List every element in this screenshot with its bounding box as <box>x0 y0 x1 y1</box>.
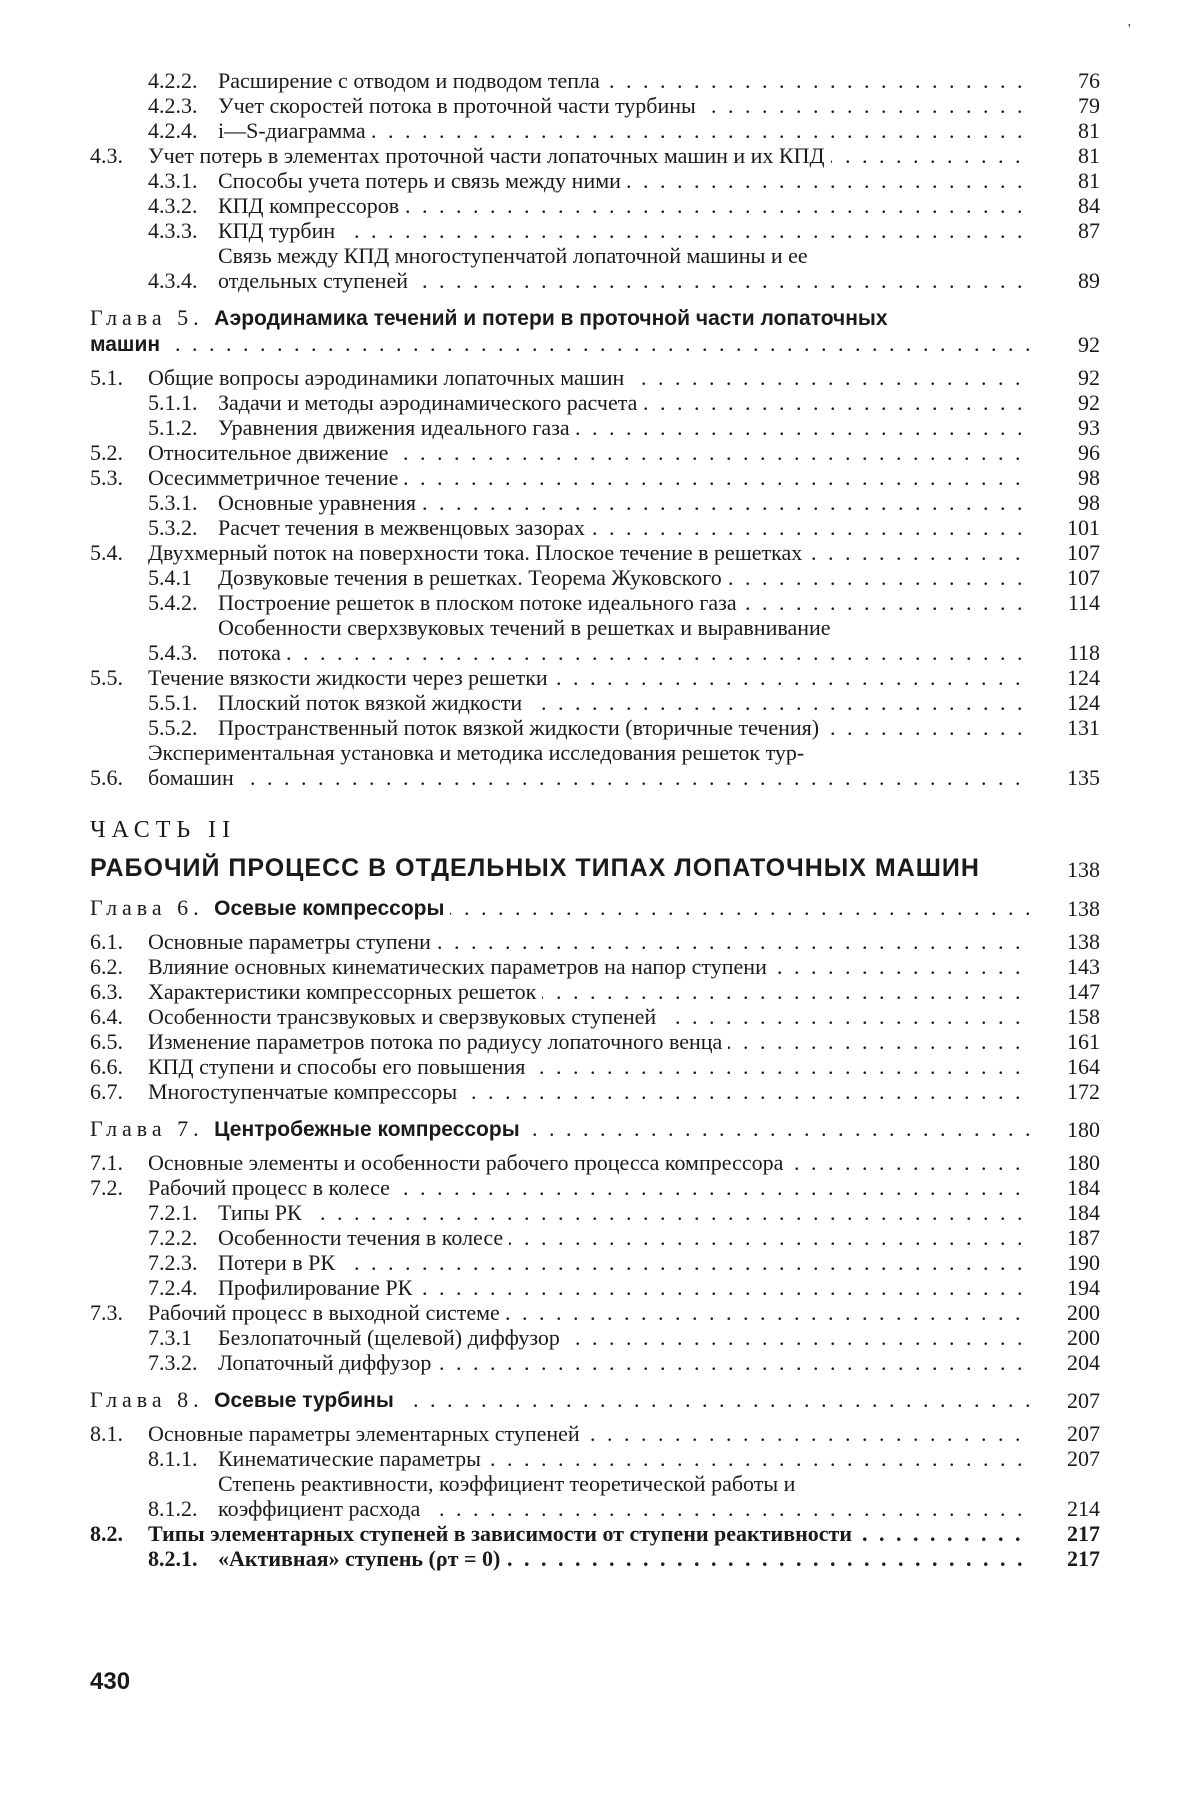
section-row <box>90 665 1100 690</box>
section-row <box>90 1421 1100 1446</box>
toc-page-number: 92 <box>1078 390 1100 415</box>
section-title-text: Рабочий процесс в выходной системе <box>148 1300 506 1325</box>
section-title <box>218 1325 1030 1350</box>
toc-page-number: 81 <box>1078 118 1100 143</box>
section-title-text: Построение решеток в плоском потоке идеального газа <box>218 590 743 615</box>
section-title <box>148 465 1030 490</box>
part-title: РАБОЧИЙ ПРОЦЕСС В ОТДЕЛЬНЫХ ТИПАХ ЛОПАТОЧНЫХ МАШИН <box>90 854 980 882</box>
section-row <box>90 440 1100 465</box>
section-number: 5.4.3. <box>148 640 198 665</box>
section-number: 6.2. <box>90 954 123 979</box>
section-row <box>90 1054 1100 1079</box>
toc-page-number: 81 <box>1078 168 1100 193</box>
section-title-text: Профилирование РК <box>218 1275 418 1300</box>
part-title-row <box>90 854 1100 883</box>
section-title-cont: потока <box>218 640 287 665</box>
subsection-row <box>90 68 1100 93</box>
subsection-row <box>90 615 1100 665</box>
section-title <box>148 1029 1030 1054</box>
toc-page-number: 164 <box>1067 1054 1100 1079</box>
toc-page-number: 217 <box>1067 1546 1100 1571</box>
toc-page-number: 207 <box>1067 1388 1100 1413</box>
subsection-row <box>90 1275 1100 1300</box>
section-title <box>218 1446 1030 1471</box>
toc-page-number: 187 <box>1067 1225 1100 1250</box>
section-title <box>148 1054 1030 1079</box>
section-title <box>148 665 1030 690</box>
section-row <box>90 143 1100 168</box>
section-title-line: Степень реактивности, коэффициент теоретической работы и <box>218 1471 796 1496</box>
section-title-text: Пространственный поток вязкой жидкости (вторичные течения) <box>218 715 825 740</box>
section-title-cont: отдельных ступеней <box>218 268 414 293</box>
section-title-text: Расширение с отводом и подводом тепла <box>218 68 606 93</box>
toc-page-number: 96 <box>1078 440 1100 465</box>
section-row <box>90 365 1100 390</box>
section-number: 5.1.2. <box>148 415 198 440</box>
section-title <box>218 93 1030 118</box>
chapter-title-line <box>90 305 1030 331</box>
toc-page-number: 93 <box>1078 415 1100 440</box>
section-number: 6.1. <box>90 929 123 954</box>
section-number: 5.2. <box>90 440 123 465</box>
section-number: 7.3. <box>90 1300 123 1325</box>
section-row <box>90 1521 1100 1546</box>
section-title-text: КПД турбин <box>218 218 341 243</box>
section-title <box>218 1200 1030 1225</box>
toc-page-number: 138 <box>1067 857 1100 882</box>
section-title <box>218 690 1030 715</box>
subsection-row <box>90 415 1100 440</box>
section-title <box>218 565 1030 590</box>
section-number: 7.2.3. <box>148 1250 198 1275</box>
section-number: 7.2. <box>90 1175 123 1200</box>
section-title <box>218 415 1030 440</box>
section-title-text: Учет скоростей потока в проточной части турбины <box>218 93 702 118</box>
section-row <box>90 1150 1100 1175</box>
chapter-row <box>90 895 1100 921</box>
toc-page-number: 143 <box>1067 954 1100 979</box>
section-number: 5.1. <box>90 365 123 390</box>
toc-page-number: 204 <box>1067 1350 1100 1375</box>
toc-page-number: 135 <box>1067 765 1100 790</box>
section-title <box>148 1079 1030 1104</box>
section-title-line <box>218 1496 1030 1521</box>
subsection-row <box>90 715 1100 740</box>
section-title <box>218 1275 1030 1300</box>
section-number: 6.4. <box>90 1004 123 1029</box>
section-number: 4.2.3. <box>148 93 198 118</box>
subsection-row <box>90 515 1100 540</box>
section-title-text: Уравнения движения идеального газа <box>218 415 576 440</box>
section-title-text: Осесимметричное течение <box>148 465 404 490</box>
section-title-text: «Активная» ступень (ρт = 0) <box>218 1546 506 1571</box>
section-number: 5.5.1. <box>148 690 198 715</box>
table-of-contents <box>90 68 1100 1571</box>
section-title-text: Плоский поток вязкой жидкости <box>218 690 528 715</box>
toc-page-number: 124 <box>1067 690 1100 715</box>
section-title <box>148 365 1030 390</box>
toc-page-number: 190 <box>1067 1250 1100 1275</box>
subsection-row <box>90 590 1100 615</box>
section-number: 7.3.1 <box>148 1325 192 1350</box>
section-number: 6.7. <box>90 1079 123 1104</box>
chapter-title-text <box>90 895 450 921</box>
chapter-name: Аэродинамика течений и потери в проточной части лопаточных <box>214 307 888 330</box>
subsection-row <box>90 1325 1100 1350</box>
chapter-title <box>90 1387 1030 1413</box>
chapter-title <box>90 1116 1030 1142</box>
toc-page-number: 79 <box>1078 93 1100 118</box>
section-row <box>90 465 1100 490</box>
section-title <box>218 193 1030 218</box>
chapter-name: машин <box>90 333 161 356</box>
section-title-text: Основные параметры ступени <box>148 929 437 954</box>
toc-page-number: 92 <box>1078 365 1100 390</box>
section-title-text: КПД ступени и способы его повышения <box>148 1054 531 1079</box>
subsection-row <box>90 1446 1100 1471</box>
page-number: 430 <box>90 1668 131 1695</box>
toc-page-number: 172 <box>1067 1079 1100 1104</box>
section-number: 8.1.2. <box>148 1496 198 1521</box>
chapter-title-line <box>90 1387 1030 1413</box>
toc-page-number: 180 <box>1067 1117 1100 1142</box>
chapter-name: Осевые компрессоры <box>214 897 445 920</box>
section-title <box>148 979 1030 1004</box>
section-title-text: Основные элементы и особенности рабочего процесса компрессора <box>148 1150 789 1175</box>
section-number: 4.3. <box>90 143 123 168</box>
toc-page-number: 180 <box>1067 1150 1100 1175</box>
section-title <box>148 1150 1030 1175</box>
toc-page-number: 200 <box>1067 1300 1100 1325</box>
section-title <box>148 540 1030 565</box>
section-title <box>218 615 1030 665</box>
section-title-text: Способы учета потерь и связь между ними <box>218 168 627 193</box>
section-title <box>148 929 1030 954</box>
section-row <box>90 929 1100 954</box>
toc-page-number: 92 <box>1078 332 1100 357</box>
section-row <box>90 1300 1100 1325</box>
chapter-lead: Глава 7. <box>90 1116 215 1141</box>
section-title-text: Типы элементарных ступеней в зависимости от ступени реактивности <box>148 1521 858 1546</box>
section-number: 5.1.1. <box>148 390 198 415</box>
section-number: 5.4.2. <box>148 590 198 615</box>
section-number: 7.2.2. <box>148 1225 198 1250</box>
corner-mark: ' <box>1128 22 1131 37</box>
toc-page-number: 107 <box>1067 565 1100 590</box>
section-number: 5.3. <box>90 465 123 490</box>
section-title-text: Потери в РК <box>218 1250 341 1275</box>
section-number: 8.2. <box>90 1521 123 1546</box>
toc-page-number: 98 <box>1078 465 1100 490</box>
section-title-line: Экспериментальная установка и методика исследования решеток тур- <box>148 740 805 765</box>
chapter-title <box>90 305 1030 357</box>
toc-page-number: 200 <box>1067 1325 1100 1350</box>
toc-page-number: 81 <box>1078 143 1100 168</box>
section-number: 5.3.2. <box>148 515 198 540</box>
subsection-row <box>90 218 1100 243</box>
section-title-text: Учет потерь в элементах проточной части лопаточных машин и их КПД <box>148 143 831 168</box>
section-number: 4.2.4. <box>148 118 198 143</box>
toc-page-number: 184 <box>1067 1175 1100 1200</box>
toc-page-number: 138 <box>1067 896 1100 921</box>
chapter-row <box>90 305 1100 357</box>
section-title-text: Общие вопросы аэродинамики лопаточных машин <box>148 365 630 390</box>
subsection-row <box>90 1350 1100 1375</box>
chapter-title-line <box>90 1116 1030 1142</box>
section-title <box>218 515 1030 540</box>
section-title-text: Рабочий процесс в колесе <box>148 1175 396 1200</box>
section-title-cont: коэффициент расхода <box>218 1496 426 1521</box>
section-title-line <box>218 640 1030 665</box>
section-number: 8.1. <box>90 1421 123 1446</box>
section-row <box>90 954 1100 979</box>
chapter-row <box>90 1387 1100 1413</box>
section-title <box>148 1421 1030 1446</box>
subsection-row <box>90 1225 1100 1250</box>
toc-page-number: 89 <box>1078 268 1100 293</box>
section-number: 8.1.1. <box>148 1446 198 1471</box>
toc-page-number: 194 <box>1067 1275 1100 1300</box>
section-row <box>90 540 1100 565</box>
section-number: 4.3.2. <box>148 193 198 218</box>
section-title-text: Кинематические параметры <box>218 1446 487 1471</box>
section-title-line: Связь между КПД многоступенчатой лопаточной машины и ее <box>218 243 808 268</box>
section-title <box>218 715 1030 740</box>
section-row <box>90 1004 1100 1029</box>
section-number: 4.3.4. <box>148 268 198 293</box>
toc-page-number: 147 <box>1067 979 1100 1004</box>
section-title-text: Безлопаточный (щелевой) диффузор <box>218 1325 566 1350</box>
section-title <box>218 243 1030 293</box>
section-title-text: Течение вязкости жидкости через решетки <box>148 665 554 690</box>
chapter-title-text <box>90 1387 400 1413</box>
chapter-title-line <box>90 895 1030 921</box>
section-title <box>218 1471 1030 1521</box>
toc-page-number: 161 <box>1067 1029 1100 1054</box>
section-title <box>218 1350 1030 1375</box>
section-number: 4.2.2. <box>148 68 198 93</box>
section-title-text: Задачи и методы аэродинамического расчета <box>218 390 643 415</box>
subsection-row <box>90 1200 1100 1225</box>
subsection-row <box>90 490 1100 515</box>
toc-page-number: 124 <box>1067 665 1100 690</box>
section-title <box>148 954 1030 979</box>
toc-page-number: 138 <box>1067 929 1100 954</box>
section-title <box>148 740 1030 790</box>
subsection-row <box>90 193 1100 218</box>
chapter-title-line <box>90 331 1030 357</box>
toc-page-number: 87 <box>1078 218 1100 243</box>
section-number: 5.5.2. <box>148 715 198 740</box>
section-number: 5.6. <box>90 765 123 790</box>
section-title <box>218 1225 1030 1250</box>
toc-page-number: 114 <box>1067 590 1100 615</box>
subsection-row <box>90 690 1100 715</box>
section-number: 7.2.1. <box>148 1200 198 1225</box>
section-title-text: Относительное движение <box>148 440 394 465</box>
subsection-row <box>90 390 1100 415</box>
subsection-row <box>90 1471 1100 1521</box>
section-title <box>148 1175 1030 1200</box>
section-number: 7.3.2. <box>148 1350 198 1375</box>
subsection-row <box>90 1546 1100 1571</box>
section-title <box>148 440 1030 465</box>
chapter-lead: Глава 8. <box>90 1387 215 1412</box>
section-title-text: Изменение параметров потока по радиусу лопаточного венца <box>148 1029 728 1054</box>
toc-page-number: 158 <box>1067 1004 1100 1029</box>
section-title <box>218 118 1030 143</box>
section-number: 7.2.4. <box>148 1275 198 1300</box>
section-title-text: Типы РК <box>218 1200 308 1225</box>
section-title <box>218 68 1030 93</box>
section-title-line <box>148 765 1030 790</box>
section-number: 5.5. <box>90 665 123 690</box>
chapter-title <box>90 895 1030 921</box>
subsection-row <box>90 565 1100 590</box>
section-title-text: i—S-диаграмма <box>218 118 372 143</box>
section-number: 6.6. <box>90 1054 123 1079</box>
section-title-text: Лопаточный диффузор <box>218 1350 437 1375</box>
section-title-text: Основные уравнения <box>218 490 422 515</box>
toc-page-number: 118 <box>1067 640 1100 665</box>
toc-page-number: 107 <box>1067 540 1100 565</box>
chapter-name-cont <box>90 331 166 357</box>
section-title-text: Особенности трансзвуковых и сверзвуковых ступеней <box>148 1004 662 1029</box>
subsection-row <box>90 243 1100 293</box>
section-row <box>90 1175 1100 1200</box>
section-title-text: Дозвуковые течения в решетках. Теорема Жуковского <box>218 565 728 590</box>
section-title-line: Особенности сверхзвуковых течений в решетках и выравнивание <box>218 615 831 640</box>
section-title-text: Многоступенчатые компрессоры <box>148 1079 463 1104</box>
toc-page-number: 98 <box>1078 490 1100 515</box>
section-title <box>148 143 1030 168</box>
section-number: 6.3. <box>90 979 123 1004</box>
section-title <box>148 1004 1030 1029</box>
subsection-row <box>90 118 1100 143</box>
chapter-name: Осевые турбины <box>214 1389 394 1412</box>
toc-page-number: 207 <box>1067 1421 1100 1446</box>
subsection-row <box>90 168 1100 193</box>
section-title <box>218 1250 1030 1275</box>
chapter-lead: Глава 5. <box>90 305 215 330</box>
section-row <box>90 740 1100 790</box>
section-title <box>218 490 1030 515</box>
section-number: 5.4.1 <box>148 565 192 590</box>
toc-page-number: 184 <box>1067 1200 1100 1225</box>
section-title <box>148 1521 1030 1546</box>
toc-page-number: 101 <box>1067 515 1100 540</box>
section-number: 4.3.3. <box>148 218 198 243</box>
chapter-lead: Глава 6. <box>90 895 215 920</box>
section-title-text: Основные параметры элементарных ступеней <box>148 1421 586 1446</box>
section-number: 5.4. <box>90 540 123 565</box>
section-title-text: КПД компрессоров <box>218 193 405 218</box>
toc-page-number: 217 <box>1067 1521 1100 1546</box>
section-title <box>218 590 1030 615</box>
section-row <box>90 979 1100 1004</box>
section-title <box>148 1300 1030 1325</box>
section-title-cont: бомашин <box>148 765 240 790</box>
toc-page-number: 214 <box>1067 1496 1100 1521</box>
chapter-name: Центробежные компрессоры <box>214 1118 520 1141</box>
section-number: 4.3.1. <box>148 168 198 193</box>
section-row <box>90 1029 1100 1054</box>
toc-page-number: 207 <box>1067 1446 1100 1471</box>
section-title-text: Двухмерный поток на поверхности тока. Плоское течение в решетках <box>148 540 808 565</box>
chapter-row <box>90 1116 1100 1142</box>
subsection-row <box>90 1250 1100 1275</box>
section-row <box>90 1079 1100 1104</box>
section-number: 7.1. <box>90 1150 123 1175</box>
section-number: 8.2.1. <box>148 1546 198 1571</box>
section-title-text: Характеристики компрессорных решеток <box>148 979 542 1004</box>
subsection-row <box>90 93 1100 118</box>
section-number: 6.5. <box>90 1029 123 1054</box>
section-title-line <box>218 268 1030 293</box>
chapter-title-text <box>90 1116 526 1142</box>
section-title <box>218 390 1030 415</box>
section-title <box>218 168 1030 193</box>
toc-page-number: 76 <box>1078 68 1100 93</box>
section-title-text: Расчет течения в межвенцовых зазорах <box>218 515 591 540</box>
section-title-text: Влияние основных кинематических параметров на напор ступени <box>148 954 773 979</box>
section-title-text: Особенности течения в колесе <box>218 1225 509 1250</box>
part-label: ЧАСТЬ II <box>90 817 237 843</box>
section-title <box>218 1546 1030 1571</box>
section-number: 5.3.1. <box>148 490 198 515</box>
toc-page-number: 131 <box>1067 715 1100 740</box>
section-title <box>218 218 1030 243</box>
toc-page-number: 84 <box>1078 193 1100 218</box>
